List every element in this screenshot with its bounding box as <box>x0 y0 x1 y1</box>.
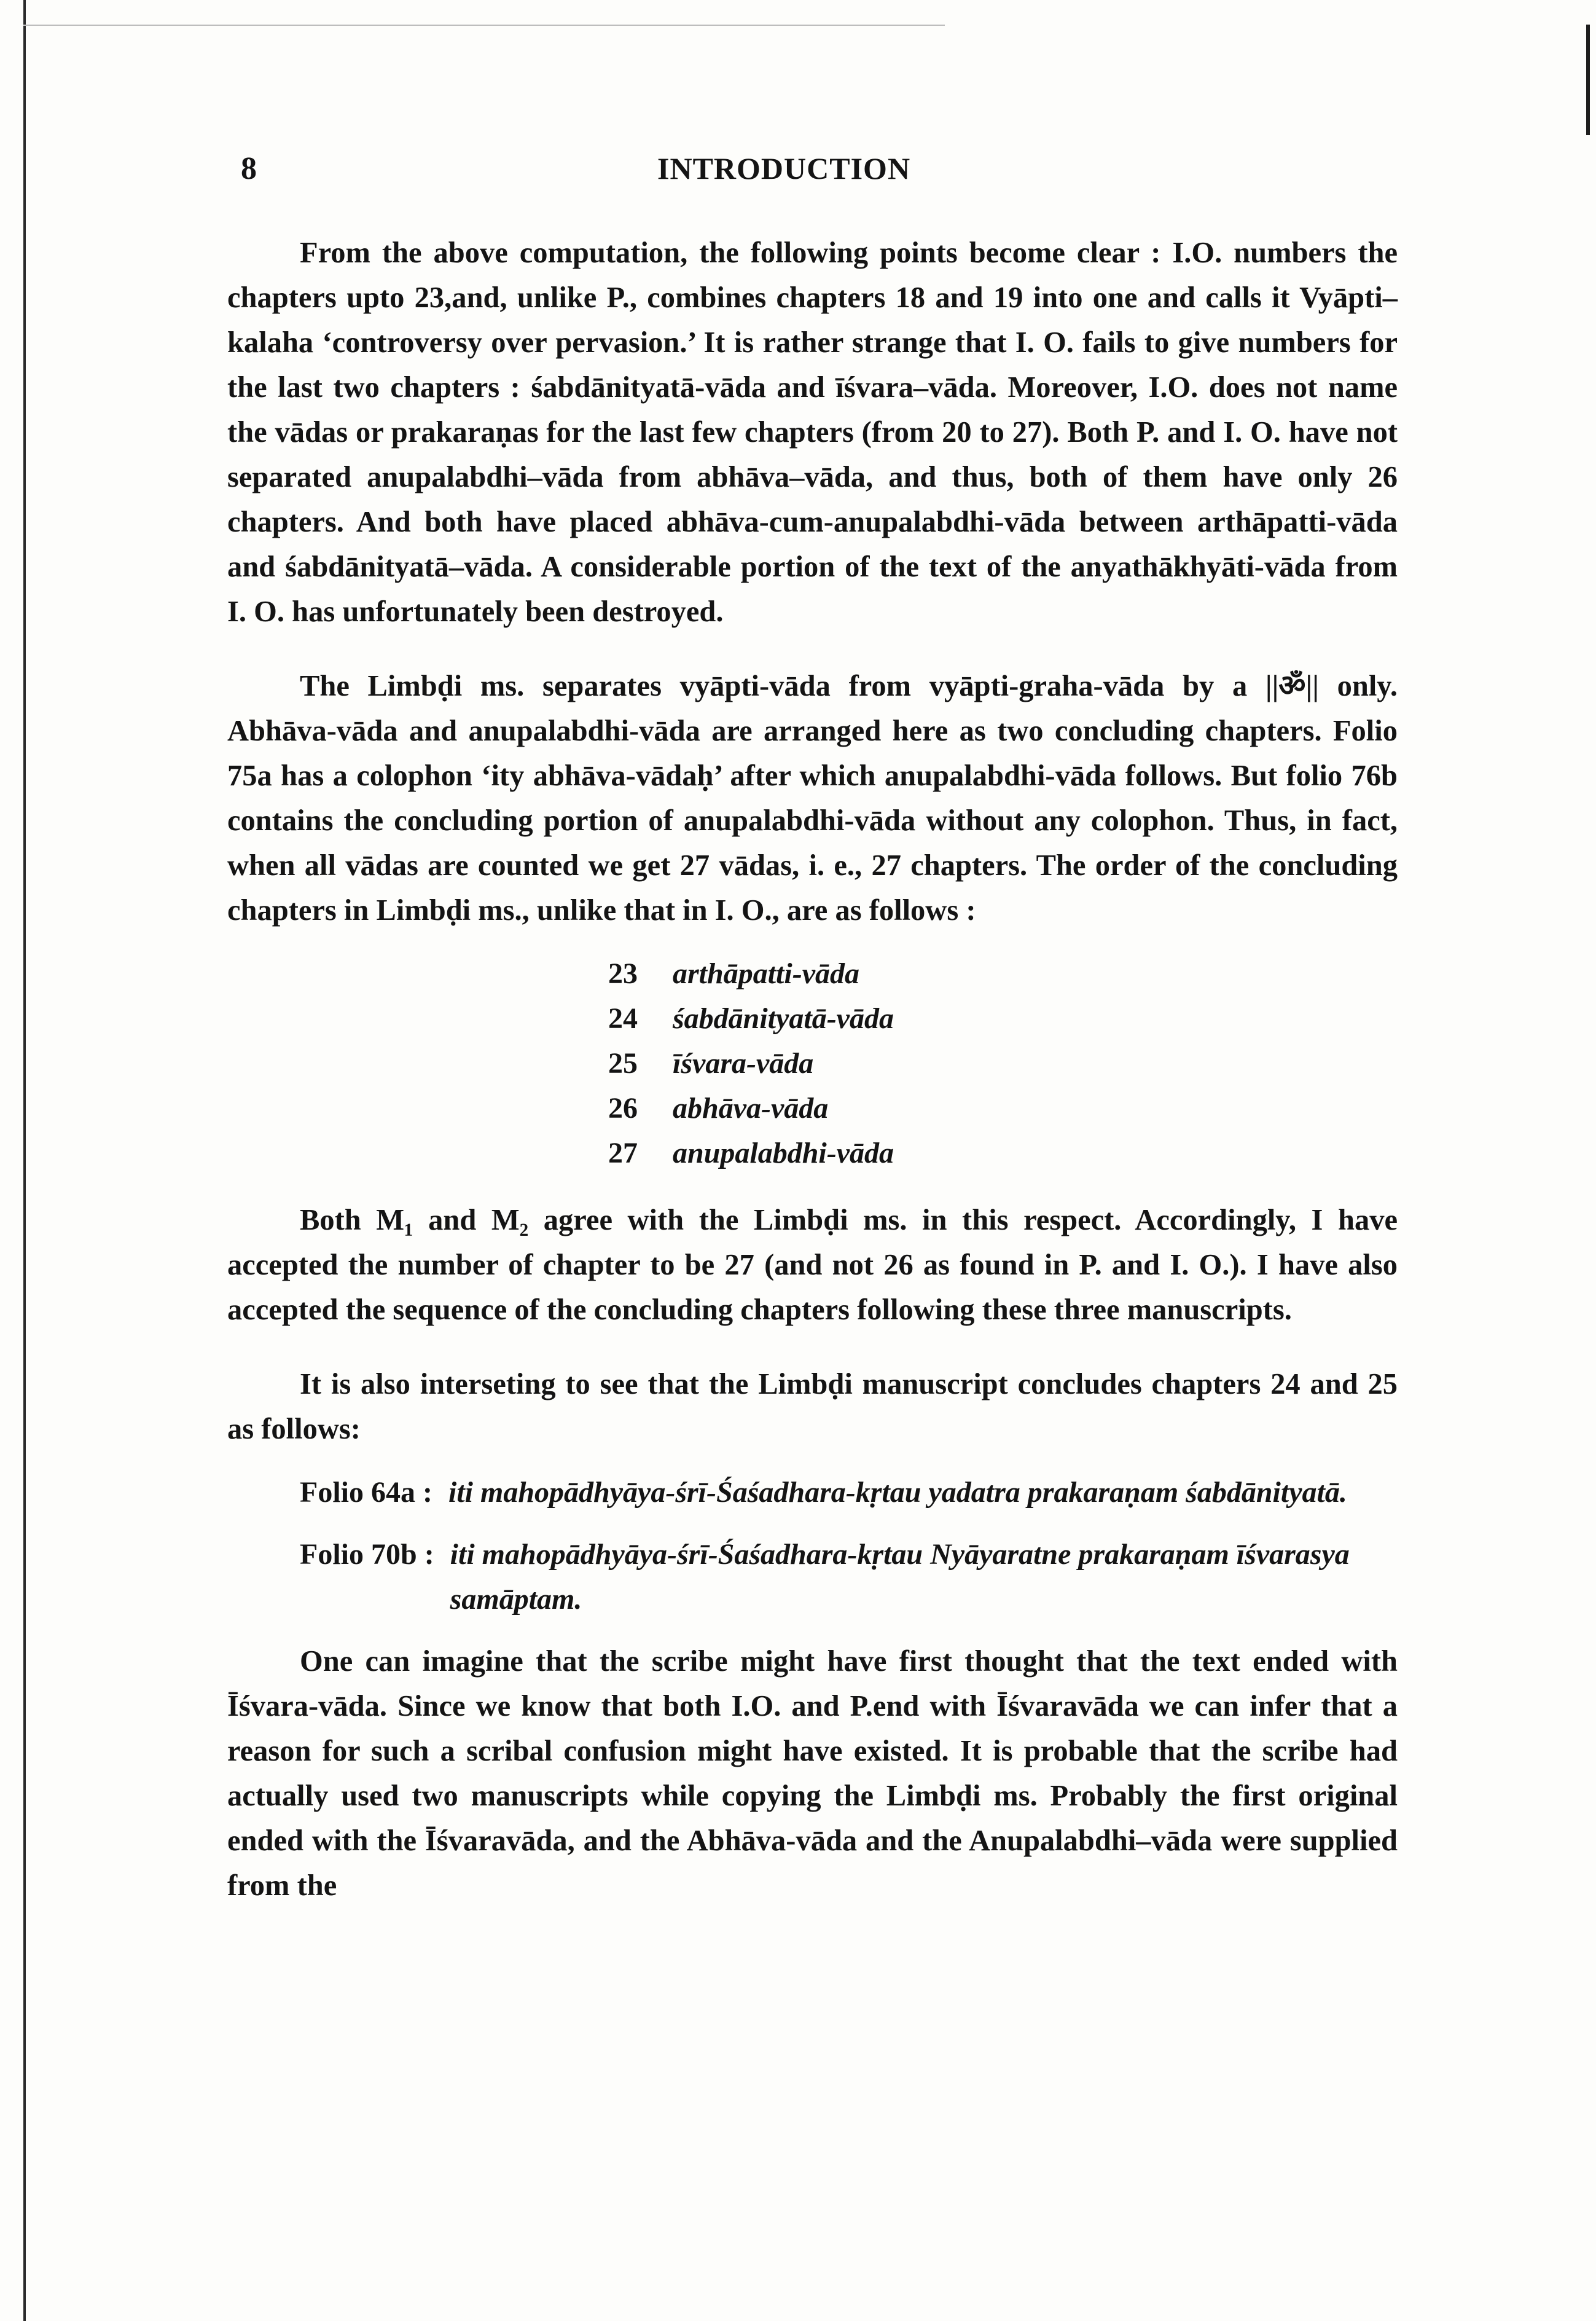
paragraph-4: It is also interseting to see that the Limbḍi manuscript concludes chapters 24 and 25 as follows: <box>227 1368 1398 1445</box>
running-head: INTRODUCTION <box>657 151 911 186</box>
chapter-list <box>608 951 1398 1176</box>
folio-text: iti mahopādhyāya-śrī-Śaśadhara-kṛtau Nyāyaratne prakaraṇam īśvarasya samāptam. <box>450 1538 1350 1616</box>
list-item <box>608 951 1398 996</box>
folio-label: Folio 64a : <box>300 1476 432 1509</box>
page-number: 8 <box>241 151 257 186</box>
list-item <box>608 1131 1398 1176</box>
paragraph-1: From the above computation, the following points become clear : I.O. numbers the chapters upto 23,and, unlike P., combines chapters 18 and 19 into one and calls it Vyāpti–kalaha ‘controversy over pervasion.’ It is rather strange that I. O. fails to give numbers for the last two chapters : śabdānityatā-vāda and īśvara–vāda. Moreover, I.O. does not name the vādas or prakaraṇas for the last few chapters (from 20 to 27). Both P. and I. O. have not separated anupalabdhi–vāda from abhāva–vāda, and thus, both of them have only 26 chapters. And both have placed abhāva-cum-anupalabdhi-vāda between arthāpatti-vāda and śabdānityatā–vāda. A considerable portion of the text of the anyathākhyāti-vāda from I. O. has unfortunately been destroyed. <box>227 237 1398 628</box>
paragraph-3: Both M₁ and M₂ agree with the Limbḍi ms. in this respect. Accordingly, I have accepted the number of chapter to be 27 (and not 26 as found in P. and I. O.). I have also accepted the sequence of the concluding chapters following these three manuscripts. <box>227 1204 1398 1326</box>
chapter-name: abhāva-vāda <box>673 1092 829 1125</box>
page-left-edge <box>23 0 26 2321</box>
page-right-edge <box>1586 25 1590 135</box>
list-item <box>608 996 1398 1041</box>
page-header <box>0 151 1596 194</box>
folio-quote-70b <box>300 1532 1398 1622</box>
chapter-name: īśvara-vāda <box>673 1047 814 1080</box>
chapter-name: anupalabdhi-vāda <box>673 1137 894 1169</box>
folio-label: Folio 70b : <box>300 1538 434 1571</box>
chapter-number: 27 <box>608 1137 638 1169</box>
page-body <box>227 230 1398 1908</box>
page-top-edge <box>23 25 945 26</box>
chapter-name: arthāpatti-vāda <box>673 957 860 990</box>
chapter-number: 25 <box>608 1047 638 1080</box>
chapter-number: 24 <box>608 1002 638 1035</box>
list-item <box>608 1041 1398 1086</box>
folio-quote-64a <box>300 1470 1398 1515</box>
chapter-number: 26 <box>608 1092 638 1125</box>
chapter-number: 23 <box>608 957 638 990</box>
folio-text: iti mahopādhyāya-śrī-Śaśadhara-kṛtau yadatra prakaraṇam śabdānityatā. <box>448 1476 1347 1509</box>
chapter-name: śabdānityatā-vāda <box>673 1002 894 1035</box>
closing-paragraph: One can imagine that the scribe might have first thought that the text ended with Īśvara-vāda. Since we know that both I.O. and P.end with Īśvaravāda we can infer that a reason for such a scribal confusion might have existed. It is probable that the scribe had actually used two manuscripts while copying the Limbḍi ms. Probably the first original ended with the Īśvaravāda, and the Abhāva-vāda and the Anupalabdhi–vāda were supplied from the <box>227 1645 1398 1902</box>
list-item <box>608 1086 1398 1131</box>
paragraph-2: The Limbḍi ms. separates vyāpti-vāda from vyāpti-graha-vāda by a ||ॐ|| only. Abhāva-vāda and anupalabdhi-vāda are arranged here as two concluding chapters. Folio 75a has a colophon ‘ity abhāva-vādaḥ’ after which anupalabdhi-vāda follows. But folio 76b contains the concluding portion of anupalabdhi-vāda without any colophon. Thus, in fact, when all vādas are counted we get 27 vādas, i. e., 27 chapters. The order of the concluding chapters in Limbḍi ms., unlike that in I. O., are as follows : <box>227 670 1398 927</box>
